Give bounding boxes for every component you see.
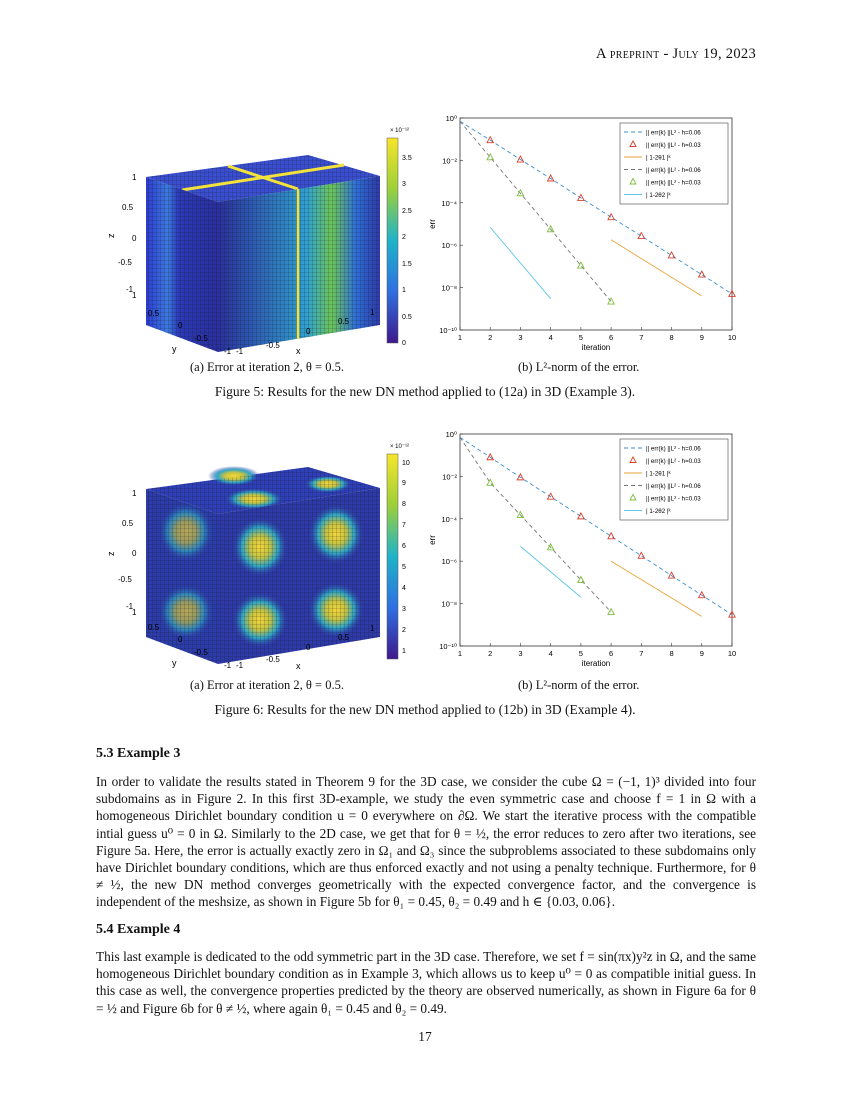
fig6-subcaption-a: (a) Error at iteration 2, θ = 0.5. — [190, 678, 344, 692]
z-tick: -1 — [126, 285, 134, 294]
legend-entry: || err(k) ||L² - h=0.06 — [646, 129, 701, 137]
colorbar-tick: 3.5 — [402, 155, 412, 162]
page-number: 17 — [418, 1029, 432, 1044]
legend-entry: || err(k) ||L² - h=0.03 — [646, 142, 701, 149]
fig6-cube-plot — [108, 432, 418, 672]
x-tick: 0.5 — [338, 633, 350, 642]
legend-entry: | 1-2θ2 |ᵏ — [646, 192, 671, 199]
legend-entry: || err(k) ||L² - h=0.06 — [646, 445, 701, 453]
colorbar-tick: 2.5 — [402, 208, 412, 215]
y-tick-label: 10⁰ — [445, 114, 457, 123]
z-tick: 1 — [132, 489, 137, 498]
z-tick: -1 — [126, 602, 134, 611]
x-tick: 1 — [370, 624, 375, 633]
x-tick-label: 3 — [518, 649, 523, 658]
legend-entry: | 1-2θ2 |ᵏ — [646, 508, 671, 515]
colorbar-exponent: × 10⁻¹² — [390, 128, 410, 134]
colorbar-tick: 1 — [402, 648, 406, 655]
colorbar-tick: 6 — [402, 543, 406, 550]
x-tick-label: 10 — [727, 333, 737, 342]
legend-entry: || err(k) ||L² - h=0.03 — [646, 179, 701, 187]
x-tick: -0.5 — [266, 341, 280, 350]
x-tick-label: 5 — [578, 649, 583, 658]
colorbar-tick: 10 — [402, 460, 410, 467]
legend-entry: | 1-2θ1 |ᵏ — [646, 154, 671, 162]
y-tick: 0.5 — [148, 623, 160, 632]
z-axis-label: z — [106, 233, 116, 238]
x-tick-label: 1 — [457, 333, 463, 342]
y-tick: 1 — [132, 291, 137, 300]
colorbar-tick: 0 — [402, 340, 406, 347]
y-tick-label: 10⁻⁸ — [441, 599, 457, 609]
x-tick-label: 4 — [548, 649, 553, 658]
fig5-cube-plot — [108, 120, 418, 358]
x-tick-label: 6 — [609, 333, 614, 342]
fig6-caption: Figure 6: Results for the new DN method applied to (12b) in 3D (Example 4). — [214, 702, 636, 717]
x-axis-label: x — [296, 661, 301, 671]
y-tick: 0 — [178, 321, 183, 330]
y-tick-label: 10⁻¹⁰ — [439, 326, 457, 335]
colorbar-tick: 9 — [402, 480, 406, 487]
colorbar-tick: 4 — [402, 585, 406, 592]
x-axis-label: x — [296, 346, 301, 356]
x-tick-label: 2 — [488, 649, 493, 658]
x-tick: 0 — [306, 643, 311, 652]
y-tick-label: 10⁻⁶ — [441, 241, 457, 251]
z-tick: -0.5 — [118, 575, 132, 584]
z-axis-label: z — [106, 551, 116, 556]
y-tick-label: 10⁰ — [445, 430, 457, 439]
y-tick: -0.5 — [194, 334, 208, 343]
z-tick: 0 — [132, 234, 137, 243]
y-tick-label: 10⁻⁴ — [441, 514, 457, 524]
x-tick: 1 — [370, 308, 375, 317]
y-tick: 0 — [178, 635, 183, 644]
y-tick: 1 — [132, 608, 137, 617]
y-axis-label: err — [428, 219, 437, 229]
x-tick: -1 — [236, 661, 244, 670]
colorbar-tick: 2 — [402, 234, 406, 241]
y-tick-label: 10⁻⁸ — [441, 283, 457, 293]
x-tick-label: 8 — [669, 333, 674, 342]
x-tick-label: 1 — [457, 649, 463, 658]
x-axis-label: iteration — [581, 659, 611, 668]
section-heading-5-3: 5.3 Example 3 — [96, 746, 181, 761]
colorbar-ticks — [402, 155, 412, 347]
x-tick: 0 — [306, 327, 311, 336]
y-tick-label: 10⁻⁴ — [441, 198, 457, 208]
legend-entry: || err(k) ||L² - h=0.06 — [646, 483, 701, 490]
x-tick-label: 9 — [699, 333, 704, 342]
colorbar-exponent: × 10⁻¹² — [390, 444, 410, 450]
y-axis-label: y — [172, 344, 177, 354]
y-tick-label: 10⁻² — [442, 156, 457, 166]
legend-entry: || err(k) ||L² - h=0.03 — [646, 495, 701, 503]
colorbar-tick: 2 — [402, 627, 406, 634]
section-5-4-paragraph: This last example is dedicated to the odd symmetric part in the 3D case. Therefore, we set f = sin(πx)y²z in Ω, and the same homogeneous Dirichlet boundary condition as in Example 3, which allows us to keep u⁰ = 0 as compatible initial guess. In this case as well, the convergence properties predicted by the theory are observed numerically, as shown in Figure 6a for θ = ½ and Figure 6b for θ ≠ ½, where again θ₁ = 0.45 and θ₂ = 0.49. — [96, 949, 756, 1016]
colorbar-tick: 5 — [402, 564, 406, 571]
colorbar-tick: 0.5 — [402, 314, 412, 321]
x-tick: -1 — [236, 347, 244, 356]
x-tick-label: 4 — [548, 333, 553, 342]
y-tick-label: 10⁻¹⁰ — [439, 642, 457, 651]
x-tick-label: 10 — [727, 649, 737, 658]
y-axis-label: err — [428, 535, 437, 545]
x-tick: 0.5 — [338, 317, 350, 326]
x-tick-label: 5 — [578, 333, 583, 342]
x-tick-label: 6 — [609, 649, 614, 658]
colorbar — [387, 454, 398, 659]
section-5-3-paragraph: In order to validate the results stated in Theorem 9 for the 3D case, we consider the cube Ω = (−1, 1)³ divided into four subdomains as in Figure 2. In this first 3D-example, we study the even symmetric case and choose f = 1 in Ω with a homogeneous Dirichlet boundary condition u = 0 everywhere on ∂Ω. We start the iterative process with the compatible intial guess u⁰ = 0 in Ω. Similarly to the 2D case, we get that for θ = ½, the error reduces to zero after two iterations, see Figure 5a. Here, the error is actually exactly zero in Ω₁ and Ω₃ since the subproblems associated to these subdomains only have Dirichlet boundary conditions, which are thus enforced exactly and not using a penalty technique. Furthermore, for θ ≠ ½, the new DN method converges geometrically with the expected convergence factor, and the convergence is independent of the meshsize, as shown in Figure 5b for θ₁ = 0.45, θ₂ = 0.49 and h ∈ {0.03, 0.06}. — [96, 774, 756, 910]
z-tick: -0.5 — [118, 258, 132, 267]
z-tick: 0.5 — [122, 203, 134, 212]
colorbar-tick: 1.5 — [402, 261, 412, 268]
legend-entry: || err(k) ||L² - h=0.06 — [646, 167, 701, 174]
z-tick: 1 — [132, 173, 137, 182]
fig5-error-chart — [425, 112, 745, 360]
colorbar-tick: 1 — [402, 287, 406, 294]
colorbar — [387, 138, 398, 343]
legend-entry: || err(k) ||L² - h=0.03 — [646, 458, 701, 465]
x-axis-label: iteration — [581, 343, 611, 352]
x-tick: -0.5 — [266, 655, 280, 664]
y-tick-label: 10⁻⁶ — [441, 557, 457, 567]
z-tick: 0 — [132, 549, 137, 558]
fig5-subcaption-a: (a) Error at iteration 2, θ = 0.5. — [190, 360, 344, 374]
x-tick-label: 7 — [639, 333, 644, 342]
fig5-caption: Figure 5: Results for the new DN method applied to (12a) in 3D (Example 3). — [214, 384, 636, 399]
colorbar-tick: 3 — [402, 606, 406, 613]
legend-entry: | 1-2θ1 |ᵏ — [646, 470, 671, 478]
running-header: A preprint - July 19, 2023 — [596, 46, 756, 62]
z-tick: 0.5 — [122, 519, 134, 528]
y-tick: -1 — [224, 661, 232, 670]
y-tick: -1 — [224, 347, 232, 356]
fig6-error-chart — [425, 428, 745, 676]
section-heading-5-4: 5.4 Example 4 — [96, 922, 181, 937]
y-axis-label: y — [172, 658, 177, 668]
y-tick-label: 10⁻² — [442, 472, 457, 482]
colorbar-tick: 3 — [402, 181, 406, 188]
colorbar-tick: 7 — [402, 522, 406, 529]
x-tick-label: 9 — [699, 649, 704, 658]
fig5-subcaption-b: (b) L²-norm of the error. — [518, 360, 640, 374]
y-tick: 0.5 — [148, 309, 160, 318]
y-tick: -0.5 — [194, 648, 208, 657]
x-tick-label: 3 — [518, 333, 523, 342]
x-tick-label: 8 — [669, 649, 674, 658]
colorbar-tick: 8 — [402, 501, 406, 508]
x-tick-label: 7 — [639, 649, 644, 658]
x-tick-label: 2 — [488, 333, 493, 342]
fig6-subcaption-b: (b) L²-norm of the error. — [518, 678, 640, 692]
